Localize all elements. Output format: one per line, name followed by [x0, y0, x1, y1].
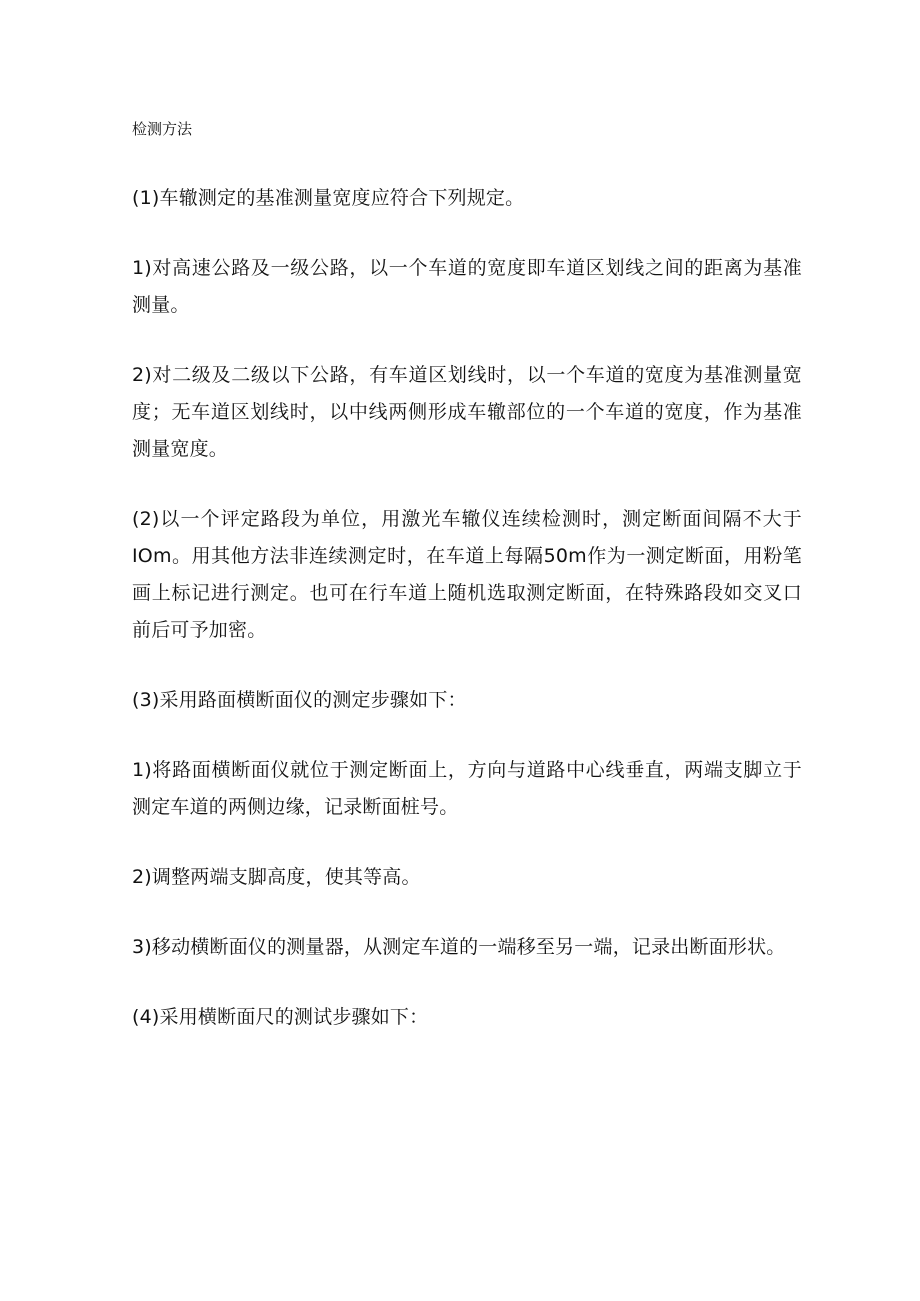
paragraph-4-section-interval: (2)以一个评定路段为单位，用激光车辙仪连续检测时，测定断面间隔不大于IOm。用其他方法非连续测定时，在车道上每隔50m作为一测定断面，用粉笔画上标记进行测定。也可在行车道上随机选取测定断面，在特殊路段如交叉口前后可予加密。 — [132, 508, 802, 641]
section-title: 检测方法 — [132, 120, 193, 138]
paragraph-5-profiler-steps-heading: (3)采用路面横断面仪的测定步骤如下： — [132, 689, 467, 711]
paragraph-9-ruler-steps-heading: (4)采用横断面尺的测试步骤如下： — [132, 1006, 429, 1028]
paragraph-3-secondary-road-rule: 2)对二级及二级以下公路，有车道区划线时，以一个车道的宽度为基准测量宽度；无车道区划线时，以中线两侧形成车辙部位的一个车道的宽度，作为基准测量宽度。 — [132, 364, 802, 460]
paragraph-1-rut-width-rule: (1)车辙测定的基准测量宽度应符合下列规定。 — [132, 187, 525, 209]
paragraph-6-profiler-step-1: 1)将路面横断面仪就位于测定断面上，方向与道路中心线垂直，两端支脚立于测定车道的两侧边缘，记录断面桩号。 — [132, 759, 802, 818]
paragraph-8-profiler-step-3: 3)移动横断面仪的测量器，从测定车道的一端移至另一端，记录出断面形状。 — [132, 936, 786, 958]
paragraph-2-highway-rule: 1)对高速公路及一级公路，以一个车道的宽度即车道区划线之间的距离为基准测量。 — [132, 257, 802, 316]
paragraph-7-profiler-step-2: 2)调整两端支脚高度，使其等高。 — [132, 866, 421, 888]
